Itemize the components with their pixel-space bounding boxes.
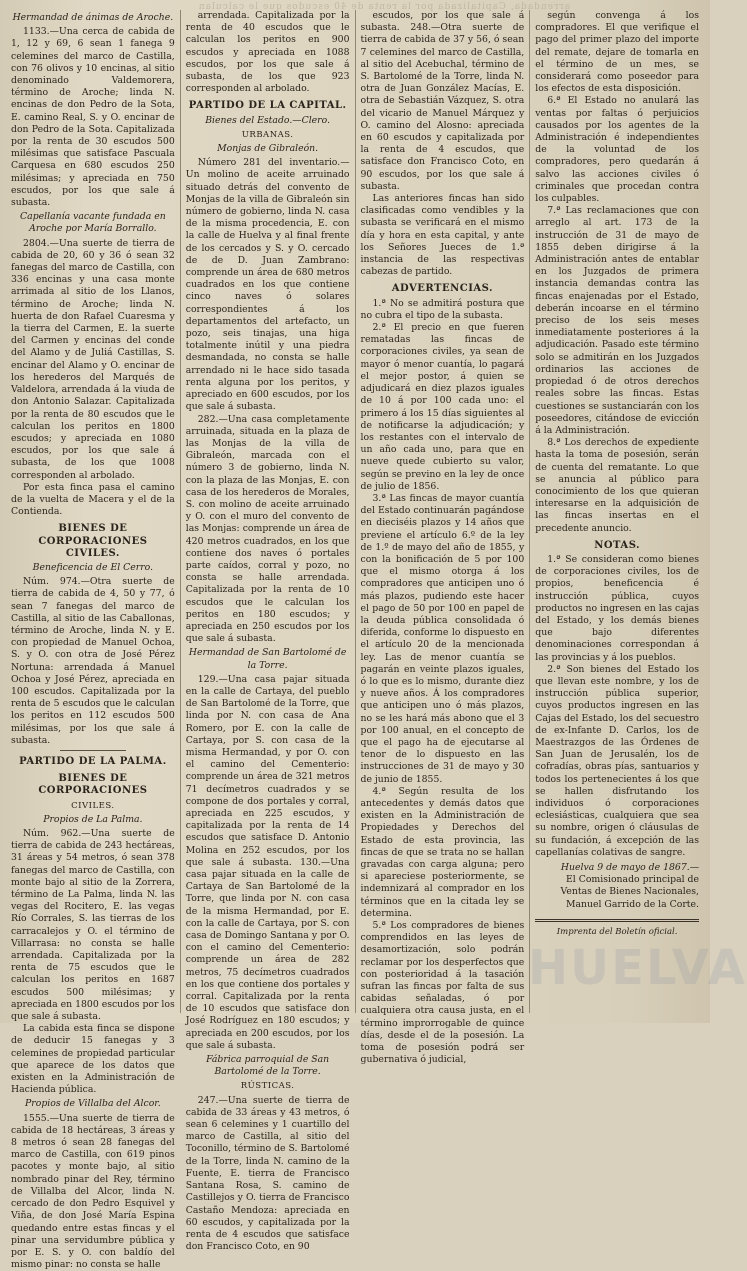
signature-block: El Comisionado principal de Ventas de Bienes Nacionales, Manuel Garrido de la Corte.: [560, 874, 699, 910]
column-2: [180, 10, 355, 1253]
column-4: [529, 10, 704, 1013]
paragraph: arrendada. Capitalizada por la renta de 40 escudos que le calculan los peritos en 900 escudos y apreciada en 1088 escudos, por los que sale á subasta, de los que 923 corresponden al arbolado.: [185, 10, 350, 95]
section-subtitle: URBANAS.: [241, 129, 294, 140]
paragraph: 1133.—Una cerca de cabida de 1, 12 y 69, 6 sean 1 fanega 9 celemines del marco de Castilla, con 76 olivos y 10 encinas, al sitio denominado Valdemorera, término de Aroche; linda N. encinas de don Pedro de la Sota, E. camino Real, S. y O. encinar de don Pedro de la Sota. Capitalizada por la renta de 30 escudos 500 milésimas que satisface Pascuala Carquesa en 680 escudos 250 milésimas; y apreciada en 750 escudos, por los que sale á subasta.: [11, 26, 175, 209]
paragraph: Por esta finca pasa el camino de la vuelta de Macera y el de la Contienda.: [11, 481, 175, 518]
printer-imprint: Imprenta del Boletín oficial.: [535, 919, 699, 938]
section-title: BIENES DE CORPORACIONES CIVILES.: [38, 523, 148, 559]
section-title: NOTAS.: [594, 539, 641, 551]
section-heading: Hermandad de ánimas de Aroche.: [12, 12, 174, 23]
section-heading: Propios de La Palma.: [43, 813, 143, 825]
section-title: ADVERTENCIAS.: [391, 283, 493, 295]
paragraph: La cabida esta finca se dispone de deducir 15 fanegas y 3 celemines de propiedad particular que aparece de los datos que existen en la Administración de Hacienda pública.: [11, 1023, 175, 1096]
paragraph: Número 281 del inventario.—Un molino de aceite arruinado situado detrás del convento de Monjas de la villa de Gibraleón sin número de gobierno, linda N. casa de la misma procedencia, E. con la calle de Huelva y al final frente de los cercados y S. y O. cercado de de D. Juan Zambrano: comprende un área de 680 metros cuadrados en los que contiene cinco naves ó solares correspondientes á los departamentos del artefacto, un pozo, seis tinajas, una higa totalmente inútil y una piedra desmandada, no consta se halle arrendado ni le hace sido tasada renta alguna por los peritos, y apreciado en 600 escudos, por los que sale á subasta.: [185, 157, 350, 413]
paragraph: 1555.—Una suerte de tierra de cabida de 18 hectáreas, 3 áreas y 8 metros ó sean 28 fanegas del marco de Castilla, con 619 pinos pacotes y monte bajo, al sitio nombrado pinar del Rey, término de Villalba del Alcor, linda N. cercado de don Pedro Esquivel y Viña, de don José María Espina quedando entre estas fincas y el pinar una servidumbre pública y por E. S. y O. con baldío del mismo pinar: no consta se halle: [11, 1112, 175, 1271]
section-heading: Capellanía vacante fundada en Aroche por María Borrallo.: [20, 211, 166, 235]
paragraph: 2.ª Son bienes del Estado los que llevan este nombre, y los de instrucción pública superior, cuyos productos ingresen en las Cajas del Estado, los del secuestro de ex-Infante D. Carlos, los de Maestrazgos de las Órdenes de San Juan de Jerusalén, los de cofradías, obras pías, santuarios y todos los pertenecientes á los que se hallen disfrutando los individuos ó corporaciones eclesiásticas, cualquiera que sea su nombre, origen ó cláusulas de su fundación, á excepción de las capellanías colativas de sangre.: [535, 663, 699, 858]
paragraph: 2804.—Una suerte de tierra de cabida de 20, 60 y 36 ó sean 32 fanegas del marco de Castilla, con 336 encinas y una casa monte arrimada al sitio de los Llanos, término de Aroche; linda N. huerta de don Rafael Cuaresma y la tierra del Carmen, E. la suerte del Carmen y encinas del conde del Alamo y de Juliá Castillas, S. encinar del Alamo y O. encinar de los herederos del Marqués de Valdelora, arrendada á la viuda de don Antonio Salazar. Capitalizada por la renta de 80 escudos que le calculan los peritos en 1800 escudos; y apreciada en 1080 escudos, por los que sale á subasta, de los que 1008 corresponden al arbolado.: [11, 237, 175, 481]
column-1: [6, 10, 180, 1271]
show-through-text: arrendada, Capitalizada por la renta de 40 escudos que le calculan: [197, 2, 570, 12]
section-title: BIENES DE CORPORACIONES: [38, 773, 148, 797]
divider: [60, 750, 126, 751]
column-3: [355, 10, 530, 1066]
paragraph: Núm. 974.—Otra suerte de tierra de cabida de 4, 50 y 77, ó sean 7 fanegas del marco de Castilla, al sitio de las Caballonas, término de Aroche, linda N. y E. con propiedad de Manuel Ochoa, S. y O. con otra de José Pérez Nortuna: arrendada á Manuel Ochoa y José Pérez, apreciada en 100 escudos. Capitalizada por la renta de 5 escudos que le calculan los peritos en 112 escudos 500 milésimas, por los que sale á subasta.: [11, 576, 175, 746]
paragraph: Las anteriores fincas han sido clasificadas como vendibles y la subasta se verificará en el mismo día y hora en esta capital, y ante los Señores Jueces de 1.ª instancia de las respectivas cabezas de partido.: [360, 193, 525, 278]
section-heading: Fábrica parroquial de San Bartolomé de la Torre.: [206, 1054, 330, 1078]
section-heading: Beneficencia de El Cerro.: [32, 561, 154, 573]
paragraph: 5.ª Los compradores de bienes comprendidos en las leyes de desamortización, solo podrán reclamar por los desperfectos que con posterioridad á la tasación sufran las fincas por falta de sus cabidas señaladas, ó por cualquiera otra causa justa, en el término improrrogable de quince días, desde el de la posesión. La toma de posesión podrá ser gubernativa ó judicial,: [360, 920, 525, 1066]
paragraph: 6.ª El Estado no anulará las ventas por faltas ó perjuicios causados por los agentes de la Administración é independientes de la voluntad de los compradores, pero quedarán á salvo las acciones civiles ó criminales que procedan contra los culpables.: [535, 95, 699, 205]
paragraph: 247.—Una suerte de tierra de cabida de 33 áreas y 43 metros, ó sean 6 celemines y 1 cuartillo del marco de Castilla, al sitio del Toconillo, término de S. Bartolomé de la Torre, linda N. camino de la Fuente, E. tierra de Francisco Santana Rosa, S. camino de Castillejos y O. tierra de Francisco Castaño Mendoza: apreciada en 60 escudos, y capitalizada por la renta de 4 escudos que satisface don Francisco Coto, en 90: [185, 1094, 350, 1253]
section-heading: Bienes del Estado.—Clero.: [205, 114, 331, 126]
paragraph: según convenga á los compradores. El que verifique el pago del primer plazo del importe del remate, dejare de tomarla en el término de un mes, se considerará como poseedor para los efectos de esta disposición.: [535, 10, 699, 95]
section-subtitle: RÚSTICAS.: [240, 1081, 295, 1092]
paragraph: Núm. 962.—Una suerte de tierra de cabida de 243 hectáreas, 31 áreas y 54 metros, ó sean 378 fanegas del marco de Castilla, con monte bajo al sitio de la Zorrera, término de La Palma, linda N. las vegas del Rocitero, E. las vegas Río Corrales, S. las tierras de los carracalejos y O. el término de Villarrasa: no consta se halle arrendada. Capitalizada por la renta de 75 escudos que le calculan los peritos en 1687 escudos 500 milésimas; y apreciada en 1800 escudos por los que sale á subasta.: [11, 828, 175, 1023]
paragraph: 1.ª No se admitirá postura que no cubra el tipo de la subasta.: [360, 297, 525, 321]
library-watermark: HUELVA: [528, 940, 747, 996]
paragraph: 3.ª Las fincas de mayor cuantía del Estado continuarán pagándose en dieciséis plazos y 14 años que previene el artículo 6.º de la ley de 1.º de mayo del año de 1855, y con la bonificación de 5 por 100 que el mismo otorga á los compradores que anticipen uno ó más plazos, pudiendo este hacer el pago de 50 por 100 en papel de la deuda pública consolidada ó diferida, conforme lo dispuesto en el artículo 20 de la mencionada ley. Las de menor cuantía se pagarán en veinte plazos iguales, ó lo que es lo mismo, durante diez y nueve años. Á los compradores que anticipen uno ó más plazos, no se les hará más abono que el 3 por 100 anual, en el concepto de que el pago ha de ejecutarse al tenor de lo dispuesto en las instrucciones de 31 de mayo y 30 de junio de 1855.: [360, 492, 525, 785]
columns: [6, 10, 704, 1271]
section-subtitle: CIVILES.: [71, 800, 115, 811]
section-heading: Monjas de Gibraleón.: [217, 143, 319, 155]
section-title: PARTIDO DE LA CAPITAL.: [188, 100, 347, 112]
section-heading: Hermandad de San Bartolomé de la Torre.: [188, 647, 347, 671]
dateline: Huelva 9 de mayo de 1867.—: [560, 862, 699, 874]
paragraph: 282.—Una casa completamente arruinada, situada en la plaza de las Monjas de la villa de Gibraleón, marcada con el número 3 de gobierno, linda N. con la plaza de las Monjas, E. con casa de los herederos de Morales, S. con molino de aceite arruinado y O. con el muro del convento de las Monjas: comprende un área de 420 metros cuadrados, en los que contiene dos naves ó portales parte caídos, corral y pozo, no consta se halle arrendada. Capitalizada por la renta de 10 escudos que le calculan los peritos en 180 escudos; y apreciada en 250 escudos por los que sale á subasta.: [185, 413, 350, 645]
paragraph: 2.ª El precio en que fueren rematadas las fincas de corporaciones civiles, ya sean de mayor ó menor cuantía, lo pagará el mejor postor, á quien se adjudicará en diez plazos iguales de 10 á por 100 cada uno: el primero á los 15 días siguientes al de notificarse la adjudicación; y los restantes con el intervalo de un año cada uno, para que en nueve quede cubierto su valor, según se previno en la ley de once de julio de 1856.: [360, 322, 525, 492]
paragraph: 8.ª Los derechos de expediente hasta la toma de posesión, serán de cuenta del rematante. Lo que se anuncia al público para conocimiento de los que quieran interesarse en la adquisición de las fincas insertas en el precedente anuncio.: [535, 437, 699, 534]
paragraph: 7.ª Las reclamaciones que con arreglo al art. 173 de la instrucción de 31 de mayo de 1855 deben dirigirse á la Administración antes de entablar en los Juzgados de primera instancia demandas contra las fincas enajenadas por el Estado, deberán incoarse en el término preciso de los seis meses inmediatamente posteriores á la adjudicación. Pasado este término solo se admitirán en los Juzgados ordinarios las acciones de propiedad ó de otros derechos reales sobre las fincas. Estas cuestiones se sustanciarán con los poseedores, citándose de evicción á la Administración.: [535, 205, 699, 436]
paragraph: escudos, por los que sale á subasta. 248.—Otra suerte de tierra de cabida de 37 y 56, ó sean 7 celemines del marco de Castilla, al sitio del Acebuchal, término de S. Bartolomé de la Torre, linda N. otra de Juan González Macías, E. otra de Sebastián Vázquez, S. otra del vicario de Manuel Márquez y O. camino del Alosno: apreciada en 60 escudos y capitalizada por la renta de 4 escudos, que satisface don Francisco Coto, en 90 escudos, por los que sale á subasta.: [360, 10, 525, 192]
paragraph: 1.ª Se consideran como bienes de corporaciones civiles, los de propios, beneficencia é instrucción pública, cuyos productos no ingresen en las cajas del Estado, y los demás bienes que bajo diferentes denominaciones correspondan á las provincias y á los pueblos.: [535, 553, 699, 663]
section-title: PARTIDO DE LA PALMA.: [19, 755, 167, 767]
paragraph: 129.—Una casa pajar situada en la calle de Cartaya, del pueblo de San Bartolomé de la Torre, que linda por N. con casa de Ana Romero, por E. con la calle de Cartaya, por S. con casa de la misma Hermandad, y por O. con el camino del Cementerio: comprende un área de 321 metros 71 decímetros cuadrados y se compone de dos portales y corral, apreciada en 225 escudos, y capitalizada por la renta de 14 escudos que satisface D. Antonio Molina en 252 escudos, por los que sale á subasta. 130.—Una casa pajar situada en la calle de Cartaya de San Bartolomé de la Torre, que linda por N. con casa de la misma Hermandad, por E. con la calle de Cartaya, por S. con casa de Domingo Santana y por O. con el camino del Cementerio: comprende un área de 282 metros, 75 decímetros cuadrados en los que contiene dos portales y corral. Capitalizada por la renta de 10 escudos que satisface don José Rodríguez en 180 escudos; y apreciada en 200 escudos, por los que sale á subasta.: [185, 673, 350, 1051]
paragraph: 4.ª Según resulta de los antecedentes y demás datos que existen en la Administración de Propiedades y Derechos del Estado de esta provincia, las fincas de que se trata no se hallan gravadas con carga alguna; pero si apareciese posteriormente, se indemnizará al comprador en los términos que en la citada ley se determina.: [360, 785, 525, 919]
section-heading: Propios de Villalba del Alcor.: [25, 1098, 161, 1110]
